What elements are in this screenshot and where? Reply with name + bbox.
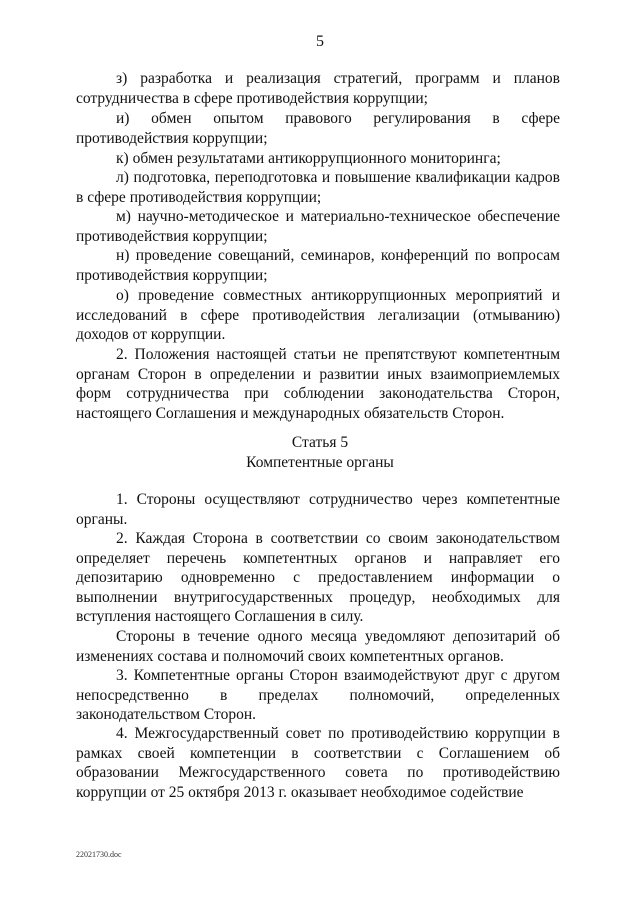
article-title: Компетентные органы: [246, 454, 394, 471]
paragraph-item-n: н) проведение совещаний, семинаров, конференций по вопросам противодействия коррупции;: [76, 247, 560, 284]
paragraph-article5-3: 3. Компетентные органы Сторон взаимодействуют друг с другом непосредственно в пределах полномочий, определенных законодательством Сторон.: [76, 667, 560, 724]
paragraph-article5-2-notice: Стороны в течение одного месяца уведомляют депозитарий об изменениях состава и полномочий своих компетентных органов.: [76, 628, 560, 665]
paragraph-item-z: з) разработка и реализация стратегий, программ и планов сотрудничества в сфере противодействия коррупции;: [76, 70, 560, 107]
paragraph-article5-2: 2. Каждая Сторона в соответствии со своим законодательством определяет перечень компетентных органов и направляет его депозитарию одновременно с предоставлением информации о выполнении внутригосударственных процедур, необходимых для вступления настоящего Соглашения в силу.: [76, 530, 560, 626]
article-number: Статья 5: [291, 434, 349, 451]
paragraph-item-o: о) проведение совместных антикоррупционных мероприятий и исследований в сфере противодействия легализации (отмыванию) доходов от коррупции.: [76, 287, 560, 344]
paragraph-item-m: м) научно-методическое и материально-техническое обеспечение противодействия коррупции;: [76, 208, 560, 245]
paragraph-clause-2: 2. Положения настоящей статьи не препятствуют компетентным органам Сторон в определении и развитии иных взаимоприемлемых форм сотрудничества при соблюдении законодательства Сторон, настоящего Соглашения и международных обязательств Сторон.: [76, 346, 560, 422]
paragraph-article5-1: 1. Стороны осуществляют сотрудничество через компетентные органы.: [76, 491, 560, 528]
footer-filename: 22021730.doc: [76, 850, 122, 859]
page-number: 5: [316, 33, 324, 50]
paragraph-article5-4: 4. Межгосударственный совет по противодействию коррупции в рамках своей компетенции в соответствии с Соглашением об образовании Межгосударственного совета по противодействию коррупции от 25 октября 2013 г. оказывает необходимое содействие: [76, 725, 560, 801]
paragraph-item-k: к) обмен результатами антикоррупционного мониторинга;: [116, 150, 501, 167]
paragraph-item-l: л) подготовка, переподготовка и повышение квалификации кадров в сфере противодействия коррупции;: [76, 169, 560, 206]
paragraph-item-i: и) обмен опытом правового регулирования в сфере противодействия коррупции;: [76, 110, 560, 147]
